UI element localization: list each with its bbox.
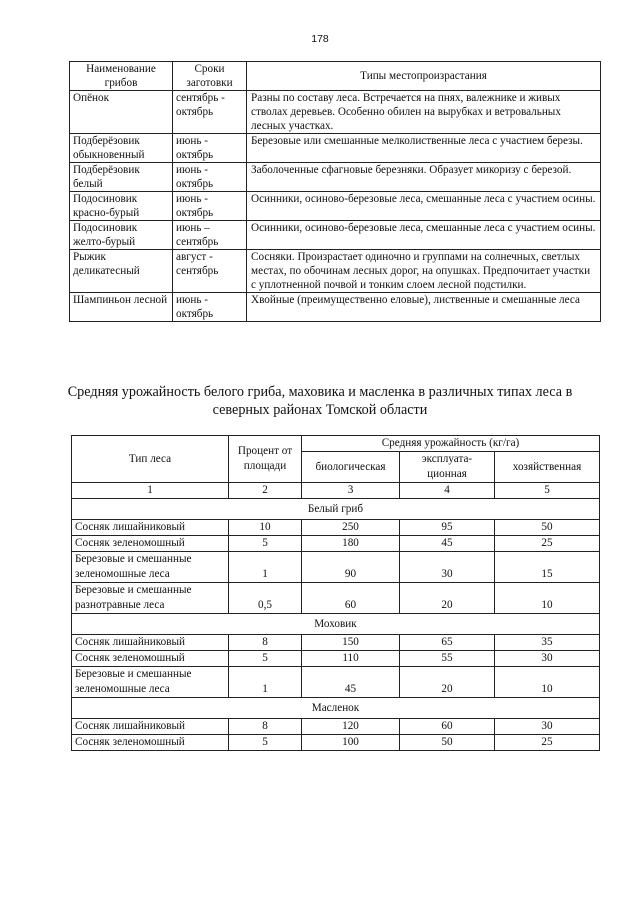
biological-yield-cell: 90 (302, 552, 400, 583)
header-economic: хозяйственная (495, 452, 600, 483)
forest-type-cell: Сосняк лишайниковый (72, 635, 229, 651)
economic-yield-cell: 35 (495, 635, 600, 651)
column-number: 4 (400, 483, 495, 499)
exploitable-yield-cell: 50 (400, 735, 495, 751)
table-row (70, 250, 601, 293)
column-number: 1 (72, 483, 229, 499)
table-header-row (70, 62, 601, 91)
table2-title: Средняя урожайность белого гриба, маховика и масленка в различных типах леса в северных районах Томской области (67, 384, 573, 418)
harvest-period-cell: сентябрь - октябрь (173, 91, 247, 134)
exploitable-yield-cell: 95 (400, 520, 495, 536)
exploitable-yield-cell: 55 (400, 651, 495, 667)
biological-yield-cell: 250 (302, 520, 400, 536)
header-habitat-types: Типы местопроизрастания (247, 62, 601, 91)
header-mushroom-name: Наименование грибов (70, 62, 173, 91)
area-percent-cell: 10 (229, 520, 302, 536)
table-row (72, 536, 600, 552)
habitat-cell: Осинники, осиново-березовые леса, смешанные леса с участием осины. (247, 221, 601, 250)
area-percent-cell: 0,5 (229, 583, 302, 614)
table-row (70, 221, 601, 250)
habitat-cell: Сосняки. Произрастает одиночно и группами на солнечных, светлых местах, по обочинам лесных дорог, на опушках. Предпочитает участки с уплотненной почвой и тонким слоем лесной подстилки. (247, 250, 601, 293)
mushroom-habitat-table (69, 61, 601, 322)
table-row (72, 520, 600, 536)
harvest-period-cell: июнь - октябрь (173, 163, 247, 192)
column-number: 2 (229, 483, 302, 499)
biological-yield-cell: 120 (302, 719, 400, 735)
table-row (70, 192, 601, 221)
harvest-period-cell: июнь - октябрь (173, 134, 247, 163)
section-row (72, 499, 600, 520)
exploitable-yield-cell: 20 (400, 667, 495, 698)
column-number: 5 (495, 483, 600, 499)
habitat-cell: Разны по составу леса. Встречается на пнях, валежнике и живых стволах деревьев. Особенно обилен на вырубках и ветровальных лесных участках. (247, 91, 601, 134)
table-row (70, 293, 601, 322)
biological-yield-cell: 180 (302, 536, 400, 552)
economic-yield-cell: 30 (495, 651, 600, 667)
table-row (72, 667, 600, 698)
table-row (72, 735, 600, 751)
forest-type-cell: Сосняк зеленомошный (72, 651, 229, 667)
area-percent-cell: 1 (229, 552, 302, 583)
biological-yield-cell: 100 (302, 735, 400, 751)
column-number: 3 (302, 483, 400, 499)
mushroom-name-cell: Опёнок (70, 91, 173, 134)
area-percent-cell: 5 (229, 651, 302, 667)
header-biological: биологическая (302, 452, 400, 483)
forest-type-cell: Березовые и смешанные зеленомошные леса (72, 667, 229, 698)
yield-table (71, 435, 600, 751)
exploitable-yield-cell: 65 (400, 635, 495, 651)
header-area-percent: Процент от площади (229, 436, 302, 483)
table-row (72, 651, 600, 667)
exploitable-yield-cell: 20 (400, 583, 495, 614)
biological-yield-cell: 150 (302, 635, 400, 651)
habitat-cell: Березовые или смешанные мелколиственные леса с участием березы. (247, 134, 601, 163)
forest-type-cell: Березовые и смешанные зеленомошные леса (72, 552, 229, 583)
biological-yield-cell: 60 (302, 583, 400, 614)
harvest-period-cell: август - сентябрь (173, 250, 247, 293)
section-title: Моховик (72, 614, 600, 635)
economic-yield-cell: 25 (495, 735, 600, 751)
habitat-cell: Хвойные (преимущественно еловые), лиственные и смешанные леса (247, 293, 601, 322)
habitat-cell: Осинники, осиново-березовые леса, смешанные леса с участием осины. (247, 192, 601, 221)
table-row (70, 134, 601, 163)
page-number: 178 (311, 33, 329, 45)
mushroom-name-cell: Рыжик деликатесный (70, 250, 173, 293)
mushroom-name-cell: Подосиновик желто-бурый (70, 221, 173, 250)
economic-yield-cell: 10 (495, 667, 600, 698)
economic-yield-cell: 25 (495, 536, 600, 552)
biological-yield-cell: 110 (302, 651, 400, 667)
harvest-period-cell: июнь – сентябрь (173, 221, 247, 250)
table-row (72, 635, 600, 651)
section-row (72, 614, 600, 635)
exploitable-yield-cell: 30 (400, 552, 495, 583)
economic-yield-cell: 15 (495, 552, 600, 583)
area-percent-cell: 5 (229, 735, 302, 751)
table-row (72, 552, 600, 583)
area-percent-cell: 1 (229, 667, 302, 698)
exploitable-yield-cell: 60 (400, 719, 495, 735)
harvest-period-cell: июнь - октябрь (173, 192, 247, 221)
mushroom-name-cell: Шампиньон лесной (70, 293, 173, 322)
forest-type-cell: Сосняк лишайниковый (72, 520, 229, 536)
economic-yield-cell: 30 (495, 719, 600, 735)
exploitable-yield-cell: 45 (400, 536, 495, 552)
forest-type-cell: Сосняк зеленомошный (72, 536, 229, 552)
mushroom-name-cell: Подберёзовик белый (70, 163, 173, 192)
column-number-row (72, 483, 600, 499)
header-forest-type: Тип леса (72, 436, 229, 483)
table-header-row (72, 436, 600, 452)
table-row (70, 163, 601, 192)
harvest-period-cell: июнь - октябрь (173, 293, 247, 322)
forest-type-cell: Сосняк лишайниковый (72, 719, 229, 735)
table-row (72, 719, 600, 735)
economic-yield-cell: 10 (495, 583, 600, 614)
area-percent-cell: 5 (229, 536, 302, 552)
section-title: Масленок (72, 698, 600, 719)
area-percent-cell: 8 (229, 635, 302, 651)
mushroom-name-cell: Подосиновик красно-бурый (70, 192, 173, 221)
mushroom-name-cell: Подберёзовик обыкновенный (70, 134, 173, 163)
economic-yield-cell: 50 (495, 520, 600, 536)
habitat-cell: Заболоченные сфагновые березняки. Образует микоризу с березой. (247, 163, 601, 192)
table-row (72, 583, 600, 614)
section-title: Белый гриб (72, 499, 600, 520)
section-row (72, 698, 600, 719)
forest-type-cell: Сосняк зеленомошный (72, 735, 229, 751)
biological-yield-cell: 45 (302, 667, 400, 698)
header-avg-yield: Средняя урожайность (кг/га) (302, 436, 600, 452)
area-percent-cell: 8 (229, 719, 302, 735)
header-harvest-period: Сроки заготовки (173, 62, 247, 91)
header-exploitable: эксплуата-ционная (400, 452, 495, 483)
table-row (70, 91, 601, 134)
forest-type-cell: Березовые и смешанные разнотравные леса (72, 583, 229, 614)
